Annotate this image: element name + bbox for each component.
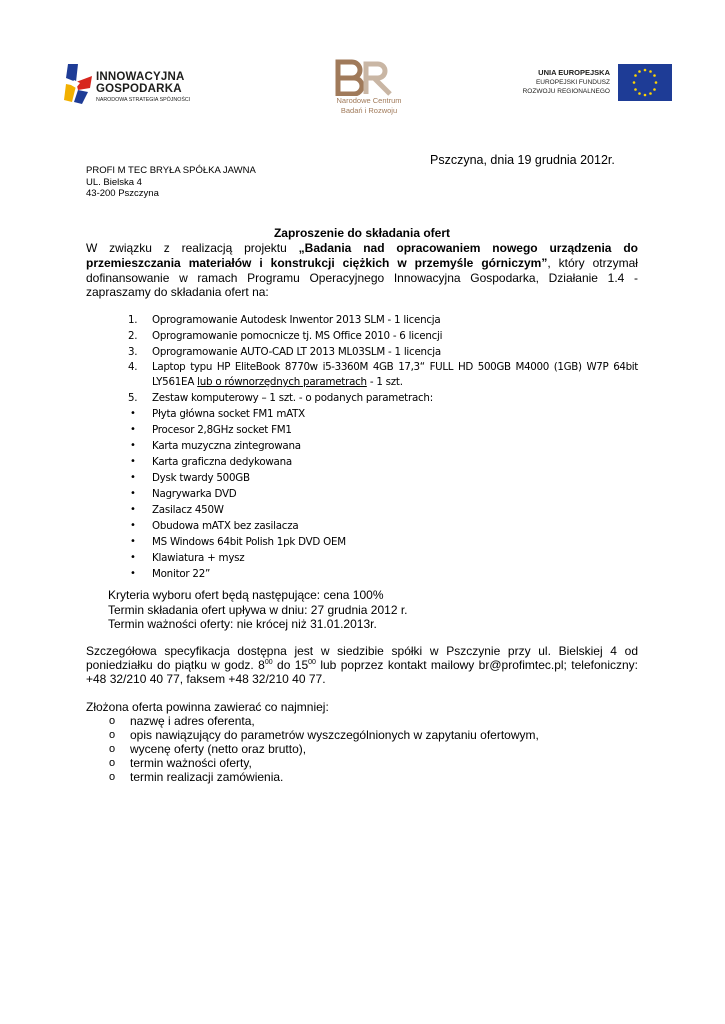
spec-hours-to-minutes: 00 <box>308 659 316 666</box>
list-item-text: wycenę oferty (netto oraz brutto), <box>130 742 307 756</box>
intro-line-1 <box>86 241 638 256</box>
intro-text-2: , który otrzymał <box>547 256 638 270</box>
eu-fund-2: ROZWOJU REGIONALNEGO <box>522 88 610 95</box>
list-number: 1. <box>128 314 138 326</box>
list-item-text: MS Windows 64bit Polish 1pk DVD OEM <box>152 536 346 548</box>
list-item-text: Płyta główna socket FM1 mATX <box>152 408 305 420</box>
bullet-icon: • <box>130 440 136 451</box>
list-item-text: Oprogramowanie Autodesk Inwentor 2013 SLM - 1 licencja <box>152 314 441 326</box>
list-number: 5. <box>128 392 138 404</box>
bullet-icon: • <box>130 408 136 419</box>
ncbr-name-1: Narodowe Centrum <box>336 96 402 105</box>
list-item-text: Monitor 22” <box>152 568 211 580</box>
list-number: 3. <box>128 346 138 358</box>
spec-contact: lub poprzez kontakt mailowy br@profimtec.pl; telefoniczny: <box>315 658 638 672</box>
intro-text-1: W związku z realizacją projektu <box>86 241 299 255</box>
list-item-text: termin realizacji zamówienia. <box>130 770 284 784</box>
validity-line: Termin ważności oferty: nie krócej niż 31.01.2013r. <box>108 617 377 631</box>
list-item-text: Laptop typu HP EliteBook 8770w i5-3360M 4GB 17,3“ FULL HD 500GB M4000 (1GB) W7P 64bit <box>152 361 638 373</box>
equivalent-params-note: lub o równorzędnych parametrach <box>197 376 367 388</box>
bullet-icon: • <box>130 456 136 467</box>
intro-line-4: zapraszamy do składania ofert na: <box>86 285 269 299</box>
bullet-icon: • <box>130 552 136 563</box>
list-item-text: termin ważności oferty, <box>130 756 252 770</box>
spec-line-3: +48 32/210 40 77, faksem +48 32/210 40 77. <box>86 672 326 686</box>
project-name-1: „Badania nad opracowaniem nowego urządzenia do <box>298 241 638 255</box>
list-number: 4. <box>128 361 138 373</box>
circle-bullet-icon: o <box>109 757 116 769</box>
innowacyjna-gospodarka-logo <box>62 62 202 106</box>
document-title: Zaproszenie do składania ofert <box>273 226 451 240</box>
bullet-icon: • <box>130 568 136 579</box>
ncbr-br-monogram-icon <box>330 58 406 96</box>
ncbr-logo <box>320 58 420 120</box>
laptop-quantity: - 1 szt. <box>366 376 403 388</box>
circle-bullet-icon: o <box>109 771 116 783</box>
criteria-line: Kryteria wyboru ofert będą następujące: cena 100% <box>108 588 384 602</box>
bullet-icon: • <box>130 520 136 531</box>
list-item-text: Oprogramowanie AUTO-CAD LT 2013 ML03SLM - 1 licencja <box>152 346 441 358</box>
list-item-text: Obudowa mATX bez zasilacza <box>152 520 299 532</box>
eu-title: UNIA EUROPEJSKA <box>538 68 610 77</box>
bullet-icon: • <box>130 488 136 499</box>
list-item-continuation <box>152 374 403 390</box>
intro-line-2 <box>86 256 638 271</box>
circle-bullet-icon: o <box>109 715 116 727</box>
intro-line-3: dofinansowanie w ramach Programu Operacyjnego Innowacyjna Gospodarka, Działanie 1.4 - <box>86 271 638 285</box>
list-item-text: Zestaw komputerowy – 1 szt. - o podanych parametrach: <box>152 392 433 404</box>
list-number: 2. <box>128 330 138 342</box>
bullet-icon: • <box>130 504 136 515</box>
eu-flag-icon <box>618 64 672 101</box>
list-item-text: Karta muzyczna zintegrowana <box>152 440 301 452</box>
list-item-text: Zasilacz 450W <box>152 504 224 516</box>
ig-title-2: GOSPODARKA <box>96 83 182 95</box>
list-item-text: Karta graficzna dedykowana <box>152 456 292 468</box>
list-item-text: Oprogramowanie pomocnicze tj. MS Office 2010 - 6 licencji <box>152 330 443 342</box>
letter-date: Pszczyna, dnia 19 grudnia 2012r. <box>430 153 615 167</box>
laptop-model: LY561EA <box>152 376 198 388</box>
project-name-2: przemieszczania materiałów i konstrukcji ciężkich w przemyśle górniczym” <box>86 256 548 270</box>
ig-star-icon <box>62 62 96 106</box>
list-item-text: Dysk twardy 500GB <box>152 472 250 484</box>
eu-logo <box>516 64 672 102</box>
ncbr-name-2: Badań i Rozwoju <box>340 106 398 115</box>
deadline-line: Termin składania ofert upływa w dniu: 27 grudnia 2012 r. <box>108 603 408 617</box>
list-item-text: opis nawiązujący do parametrów wyszczególnionych w zapytaniu ofertowym, <box>130 728 539 742</box>
eu-fund-1: EUROPEJSKI FUNDUSZ <box>535 79 610 86</box>
ig-title-1: INNOWACYJNA <box>96 71 185 83</box>
spec-hours-from: poniedziałku do piątku w godz. 8 <box>86 658 265 672</box>
ig-subtitle: NARODOWA STRATEGIA SPÓJNOŚCI <box>96 97 191 103</box>
sender-city: 43-200 Pszczyna <box>86 188 159 199</box>
list-item-text: Procesor 2,8GHz socket FM1 <box>152 424 292 436</box>
bullet-icon: • <box>130 536 136 547</box>
bullet-icon: • <box>130 472 136 483</box>
bullet-icon: • <box>130 424 136 435</box>
circle-bullet-icon: o <box>109 743 116 755</box>
sender-street: UL. Bielska 4 <box>86 177 142 188</box>
circle-bullet-icon: o <box>109 729 116 741</box>
list-item-text: Klawiatura + mysz <box>152 552 245 564</box>
spec-hours-to: do 15 <box>272 658 309 672</box>
offer-intro: Złożona oferta powinna zawierać co najmniej: <box>86 700 329 714</box>
list-item-text: Nagrywarka DVD <box>152 488 237 500</box>
spec-line-2 <box>86 658 638 673</box>
list-item-text: nazwę i adres oferenta, <box>130 714 255 728</box>
spec-hours-from-minutes: 00 <box>264 659 273 666</box>
sender-name: PROFI M TEC BRYŁA SPÓŁKA JAWNA <box>86 165 256 176</box>
spec-line-1: Szczegółowa specyfikacja dostępna jest w siedzibie spółki w Pszczynie przy ul. Bielskiej 4 od <box>86 644 638 658</box>
